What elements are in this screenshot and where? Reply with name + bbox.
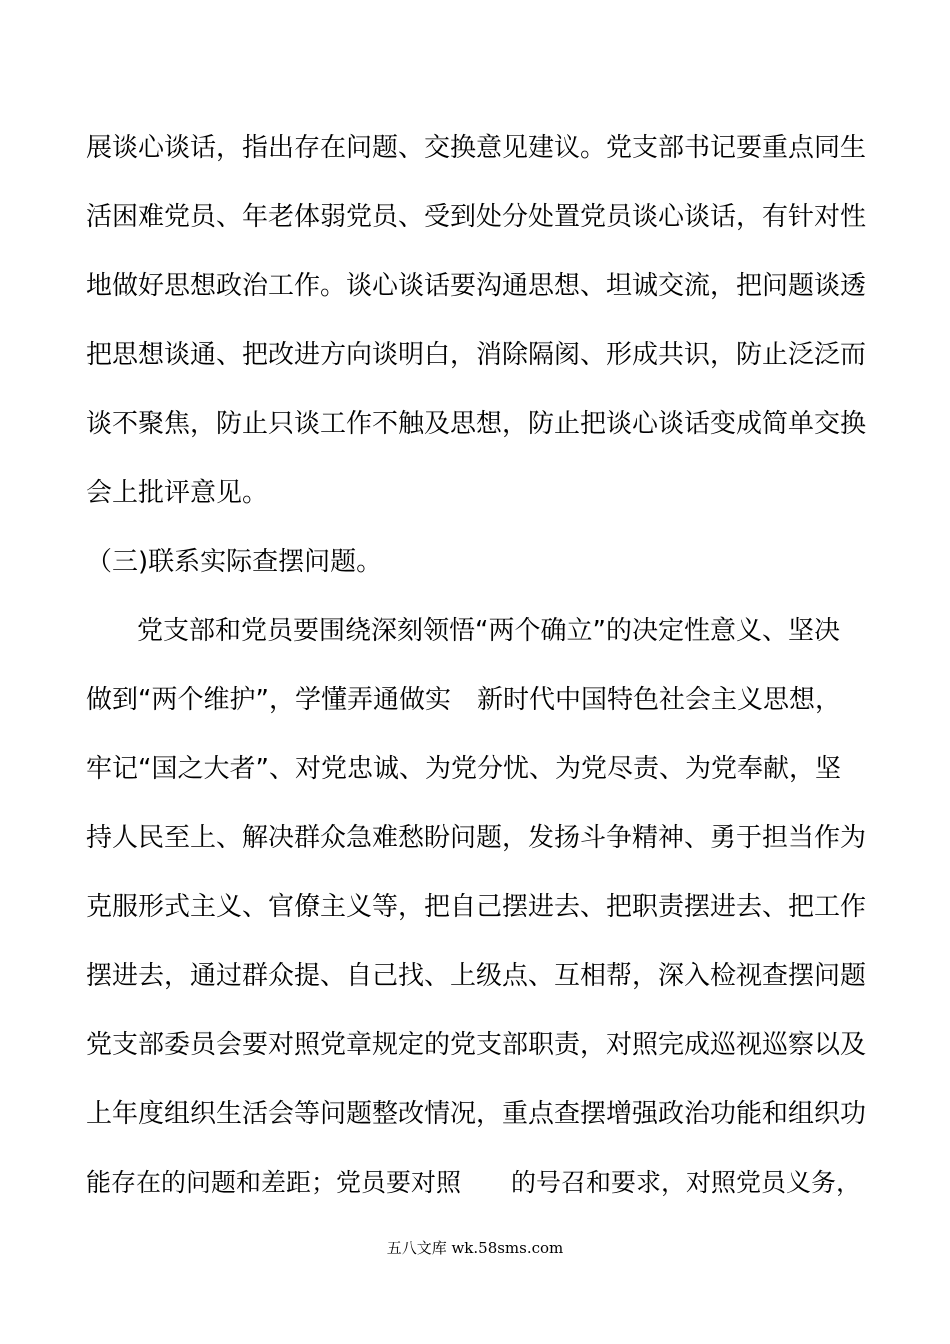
text-line-14: 党支部委员会要对照党章规定的党支部职责，对照完成巡视巡察以及 bbox=[86, 1030, 867, 1060]
text-line-3: 地做好思想政治工作。谈心谈话要沟通思想、坦诚交流，把问题谈透 bbox=[86, 271, 867, 301]
text-line-1: 展谈心谈话，指出存在问题、交换意见建议。党支部书记要重点同生 bbox=[86, 133, 867, 163]
text-line-5: 谈不聚焦，防止只谈工作不触及思想，防止把谈心谈话变成简单交换 bbox=[86, 409, 867, 439]
text-line-11: 持人民至上、解决群众急难愁盼问题，发扬斗争精神、勇于担当作为 bbox=[86, 823, 867, 853]
section-heading: （三)联系实际查摆问题。 bbox=[86, 547, 383, 577]
text-line-9: 做到“两个维护”，学懂弄通做实 新时代中国特色社会主义思想， bbox=[86, 685, 841, 715]
text-line-10: 牢记“国之大者”、对党忠诚、为党分忧、为党尽责、为党奉献，坚 bbox=[86, 754, 841, 784]
text-line-12: 克服形式主义、官僚主义等，把自己摆进去、把职责摆进去、把工作 bbox=[86, 892, 867, 922]
text-line-13: 摆进去，通过群众提、自己找、上级点、互相帮，深入检视查摆问题 bbox=[86, 961, 867, 991]
text-line-8: 党支部和党员要围绕深刻领悟“两个确立”的决定性意义、坚决 bbox=[137, 616, 840, 646]
text-line-4: 把思想谈通、把改进方向谈明白，消除隔阂、形成共识，防止泛泛而 bbox=[86, 340, 867, 370]
text-line-6: 会上批评意见。 bbox=[86, 478, 269, 508]
page-footer: 五八文库 wk.58sms.com bbox=[386, 1239, 564, 1257]
text-line-15: 上年度组织生活会等问题整改情况，重点查摆增强政治功能和组织功 bbox=[86, 1099, 867, 1129]
text-line-16: 能存在的问题和差距；党员要对照 的号召和要求，对照党员义务， bbox=[86, 1168, 862, 1197]
text-line-2: 活困难党员、年老体弱党员、受到处分处置党员谈心谈话，有针对性 bbox=[86, 202, 867, 232]
